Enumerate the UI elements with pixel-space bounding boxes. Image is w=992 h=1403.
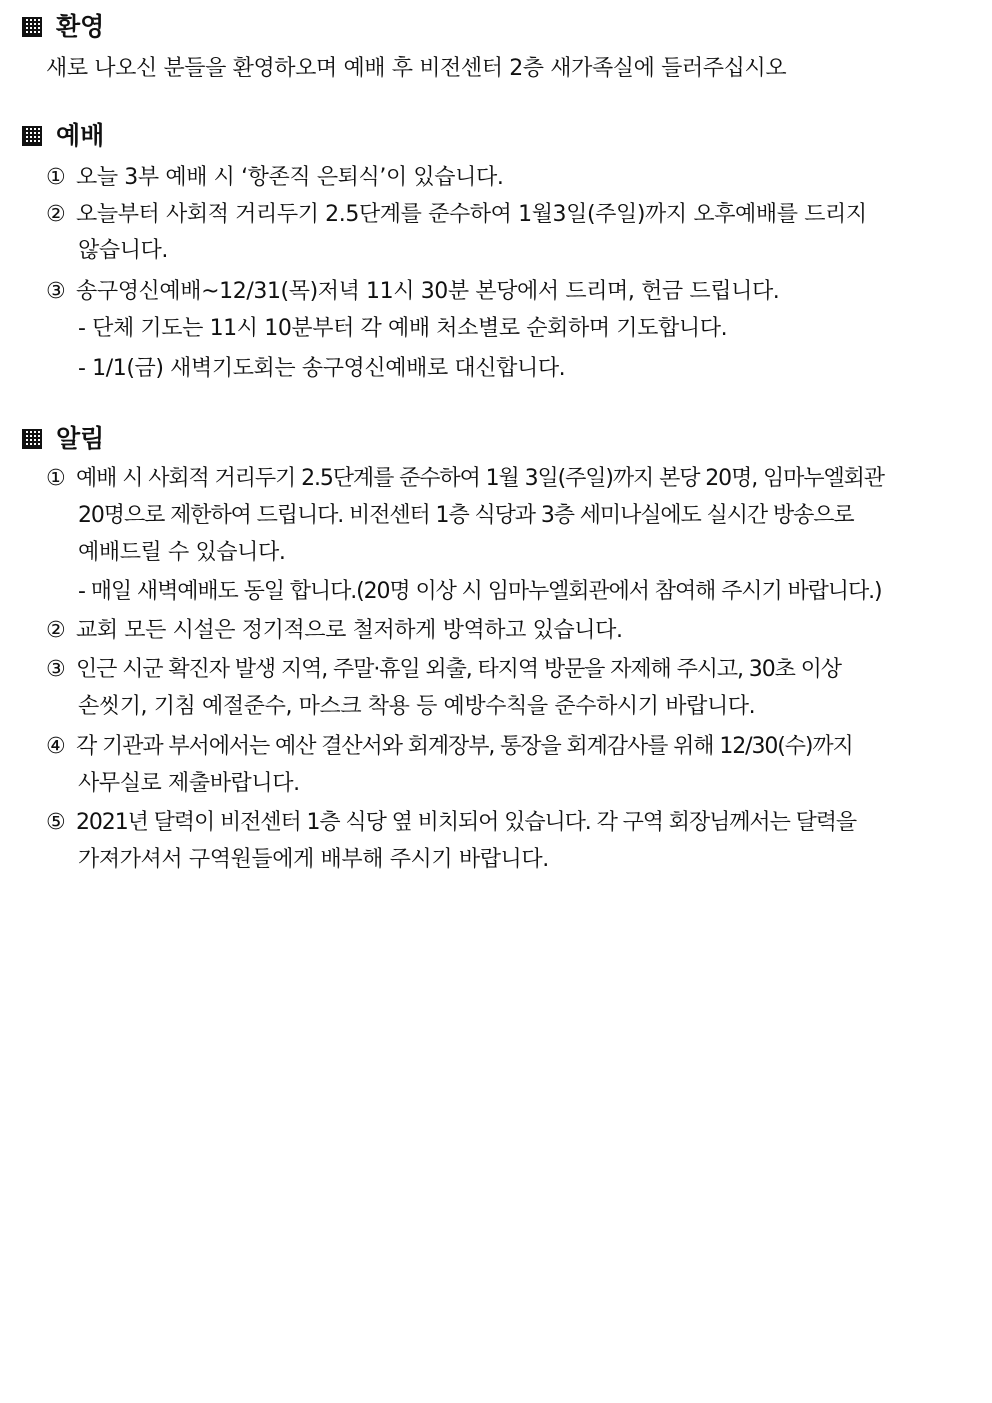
list-item: ① 오늘 3부 예배 시 ‘항존직 은퇴식’이 있습니다. xyxy=(46,165,504,190)
list-item: ① 예배 시 사회적 거리두기 2.5단계를 준수하여 1월 3일(주일)까지 본당 20명, 임마누엘회관 xyxy=(46,466,884,491)
list-item-continuation: 손씻기, 기침 예절준수, 마스크 착용 등 예방수칙을 준수하시기 바랍니다. xyxy=(78,694,756,719)
list-item: ⑤ 2021년 달력이 비전센터 1층 식당 옆 비치되어 있습니다. 각 구역 회장님께서는 달력을 xyxy=(46,810,857,835)
list-item-continuation: 사무실로 제출바랍니다. xyxy=(78,771,300,796)
welcome-text: 새로 나오신 분들을 환영하오며 예배 후 비전센터 2층 새가족실에 들러주십시오 xyxy=(46,56,787,81)
sub-item: - 1/1(금) 새벽기도회는 송구영신예배로 대신합니다. xyxy=(78,356,566,381)
list-item: ③ 인근 시군 확진자 발생 지역, 주말·휴일 외출, 타지역 방문을 자제해 주시고, 30초 이상 xyxy=(46,657,841,682)
section-title-worship: 예배 xyxy=(22,121,104,151)
sub-item: - 매일 새벽예배도 동일 합니다.(20명 이상 시 임마누엘회관에서 참여해 주시기 바랍니다.) xyxy=(78,579,882,604)
section-title-welcome: 환영 xyxy=(22,12,104,42)
sub-item: - 단체 기도는 11시 10분부터 각 예배 처소별로 순회하며 기도합니다. xyxy=(78,316,728,341)
section-title-notice: 알림 xyxy=(22,424,104,454)
square-marker-icon xyxy=(22,429,42,449)
list-item-continuation: 가져가셔서 구역원들에게 배부해 주시기 바랍니다. xyxy=(78,847,549,872)
list-item-continuation: 않습니다. xyxy=(78,238,169,263)
list-item: ② 교회 모든 시설은 정기적으로 철저하게 방역하고 있습니다. xyxy=(46,618,623,643)
square-marker-icon xyxy=(22,17,42,37)
list-item-continuation: 20명으로 제한하여 드립니다. 비전센터 1층 식당과 3층 세미나실에도 실시간 방송으로 xyxy=(78,503,854,528)
list-item: ② 오늘부터 사회적 거리두기 2.5단계를 준수하여 1월3일(주일)까지 오후예배를 드리지 xyxy=(46,202,867,227)
list-item-continuation: 예배드릴 수 있습니다. xyxy=(78,540,286,565)
square-marker-icon xyxy=(22,126,42,146)
list-item: ④ 각 기관과 부서에서는 예산 결산서와 회계장부, 통장을 회계감사를 위해 12/30(수)까지 xyxy=(46,734,853,759)
list-item: ③ 송구영신예배~12/31(목)저녁 11시 30분 본당에서 드리며, 헌금 드립니다. xyxy=(46,279,780,304)
